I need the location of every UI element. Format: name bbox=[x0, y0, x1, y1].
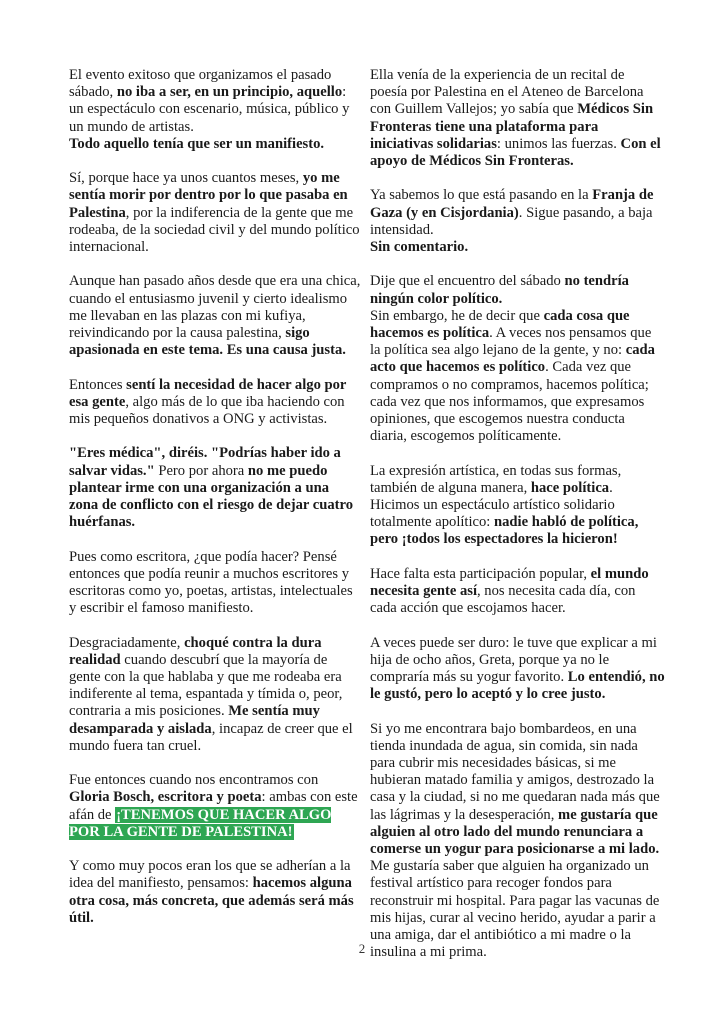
text: Ya sabemos lo que está pasando en la bbox=[370, 187, 593, 204]
bold-text: Todo aquello tenía que ser un manifiesto. bbox=[69, 135, 325, 152]
bold-text: sigo apasionada en este tema. Es una causa justa. bbox=[69, 325, 346, 359]
bold-text: cada acto que hacemos es político bbox=[370, 342, 655, 376]
text: Desgraciadamente, bbox=[69, 634, 185, 651]
bold-text: hacemos alguna otra cosa, más concreta, que además será más útil. bbox=[69, 875, 354, 926]
paragraph bbox=[370, 67, 665, 170]
paragraph bbox=[69, 377, 361, 429]
paragraph bbox=[370, 566, 665, 618]
paragraph bbox=[69, 635, 361, 755]
text: Aunque han pasado años desde que era una chica, cuando el entusiasmo juvenil y cierto idealismo me llevaban en las plazas con mi kufiya, reivindicando por la causa palestina, bbox=[69, 273, 361, 342]
paragraph bbox=[69, 170, 361, 256]
bold-text: Lo entendió, no le gustó, pero lo aceptó y lo cree justo. bbox=[370, 669, 665, 703]
text: Ella venía de la experiencia de un recital de poesía por Palestina en el Ateneo de Barcelona con Guillem Vallejos; yo sabía que bbox=[370, 67, 644, 118]
text: Fue entonces cuando nos encontramos con bbox=[69, 772, 319, 789]
bold-text: no me puedo plantear irme con una organización a una zona de conflicto con el riesgo de dejar cuatro huérfanas. bbox=[69, 462, 353, 531]
bold-text: Médicos Sin Fronteras tiene una plataforma para iniciativas solidarias bbox=[370, 101, 654, 152]
paragraph bbox=[370, 463, 665, 549]
paragraph bbox=[69, 67, 361, 153]
text: Pero por ahora bbox=[154, 462, 248, 479]
text: . Cada vez que compramos o no compramos, hacemos política; cada vez que nos informamos, que expresamos opiniones, que escogemos nuestra conducta diaria, escogemos políticamente. bbox=[370, 359, 649, 445]
text: : un espectáculo con escenario, música, público y un mundo de artistas. bbox=[69, 84, 350, 135]
bold-text: Me sentía muy desamparada y aislada bbox=[69, 703, 320, 737]
text: , por la indiferencia de la gente que me rodeaba, de la sociedad civil y del mundo político internacional. bbox=[69, 204, 360, 256]
paragraph bbox=[370, 721, 665, 962]
bold-text: me gustaría que alguien al otro lado del mundo renunciara a comerse un yogur para posicionarse a mi lado. bbox=[370, 806, 660, 858]
paragraph bbox=[69, 549, 361, 618]
bold-text: nadie habló de política, pero ¡todos los espectadores la hicieron! bbox=[370, 514, 639, 548]
bold-text: Sin comentario. bbox=[370, 239, 469, 256]
paragraph bbox=[370, 635, 665, 704]
paragraph bbox=[69, 772, 361, 841]
right-column bbox=[370, 67, 665, 979]
bold-text: Gloria Bosch, escritora y poeta bbox=[69, 789, 262, 806]
bold-text: yo me sentía morir por dentro por lo que pasaba en Palestina bbox=[69, 170, 348, 221]
bold-text: choqué contra la dura realidad bbox=[69, 634, 322, 668]
bold-text: no tendría ningún color político. bbox=[370, 273, 629, 307]
text: : ambas con este afán de bbox=[69, 789, 358, 823]
paragraph bbox=[370, 273, 665, 445]
bold-text: Con el apoyo de Médicos Sin Fronteras. bbox=[370, 135, 661, 170]
left-column bbox=[69, 67, 361, 944]
text: , algo más de lo que iba haciendo con mis pequeños donativos a ONG y activistas. bbox=[69, 393, 345, 428]
bold-text: el mundo necesita gente así bbox=[370, 565, 649, 600]
text: Y como muy pocos eran los que se adherían a la idea del manifiesto, pensamos: bbox=[69, 858, 351, 892]
text: , incapaz de creer que el mundo fuera tan cruel. bbox=[69, 720, 353, 754]
text: . Sigue pasando, a baja intensidad. bbox=[370, 204, 653, 238]
text: Entonces bbox=[69, 376, 127, 393]
bold-text: Franja de Gaza (y en Cisjordania) bbox=[370, 187, 654, 221]
page-number: 2 bbox=[358, 941, 366, 956]
paragraph bbox=[69, 858, 361, 927]
bold-text: cada cosa que hacemos es política bbox=[370, 307, 630, 342]
bold-text: hace política bbox=[530, 479, 610, 496]
text: La expresión artística, en todas sus formas, también de alguna manera, bbox=[370, 462, 622, 496]
text: Sin embargo, he de decir que bbox=[370, 307, 544, 324]
text: El evento exitoso que organizamos el pasado sábado, bbox=[69, 67, 332, 101]
text: Sí, porque hace ya unos cuantos meses, bbox=[69, 170, 303, 187]
text: A veces puede ser duro: le tuve que explicar a mi hija de ocho años, Greta, porque ya no le compraría más su yogur favorito. bbox=[370, 634, 657, 686]
text: Dije que el encuentro del sábado bbox=[370, 273, 565, 290]
bold-text: sentí la necesidad de hacer algo por esa gente bbox=[69, 376, 347, 410]
text: Hace falta esta participación popular, bbox=[370, 565, 591, 582]
bold-text: "Eres médica", diréis. "Podrías haber ido a salvar vidas." bbox=[69, 445, 341, 479]
text: Pues como escritora, ¿que podía hacer? Pensé entonces que podía reunir a muchos escritores y escritoras como yo, poetas, artistas, intelectuales y escribir el famoso manifiesto. bbox=[69, 548, 353, 617]
text: cuando descubrí que la mayoría de gente con la que hablaba y que me rodeaba era indiferente al tema, espantada y tímida o, peor, contraria a mis posiciones. bbox=[69, 651, 343, 720]
bold-text: no iba a ser, en un principio, aquello bbox=[116, 84, 343, 101]
paragraph bbox=[69, 273, 361, 359]
text: Me gustaría saber que alguien ha organizado un festival artístico para recoger fondos para reconstruir mi hospital. Para pagar las vacunas de mis hijas, curar al vecino herido, ayudar a parir a una amiga, dar el antibiótico a mi madre o la insulina a mi prima. bbox=[370, 858, 660, 961]
highlighted-slogan: ¡TENEMOS QUE HACER ALGO POR LA GENTE DE PALESTINA! bbox=[69, 806, 332, 840]
text: , nos necesita cada día, con cada acción que escojamos hacer. bbox=[370, 583, 636, 617]
paragraph bbox=[370, 187, 665, 256]
text: Si yo me encontrara bajo bombardeos, en una tienda inundada de agua, sin comida, sin nada para cubrir mis necesidades básicas, si me hubieran matado familia y amigos, destrozado la casa y la ciudad, si no me quedaran nada más que las lágrimas y la desesperación, bbox=[370, 720, 660, 823]
text: . A veces nos pensamos que la política sea algo lejano de la gente, y no: bbox=[370, 325, 652, 359]
text: : unimos las fuerzas. bbox=[496, 135, 621, 152]
text: . Hicimos un espectáculo artístico solidario totalmente apolítico: bbox=[370, 479, 615, 531]
paragraph bbox=[69, 445, 361, 531]
